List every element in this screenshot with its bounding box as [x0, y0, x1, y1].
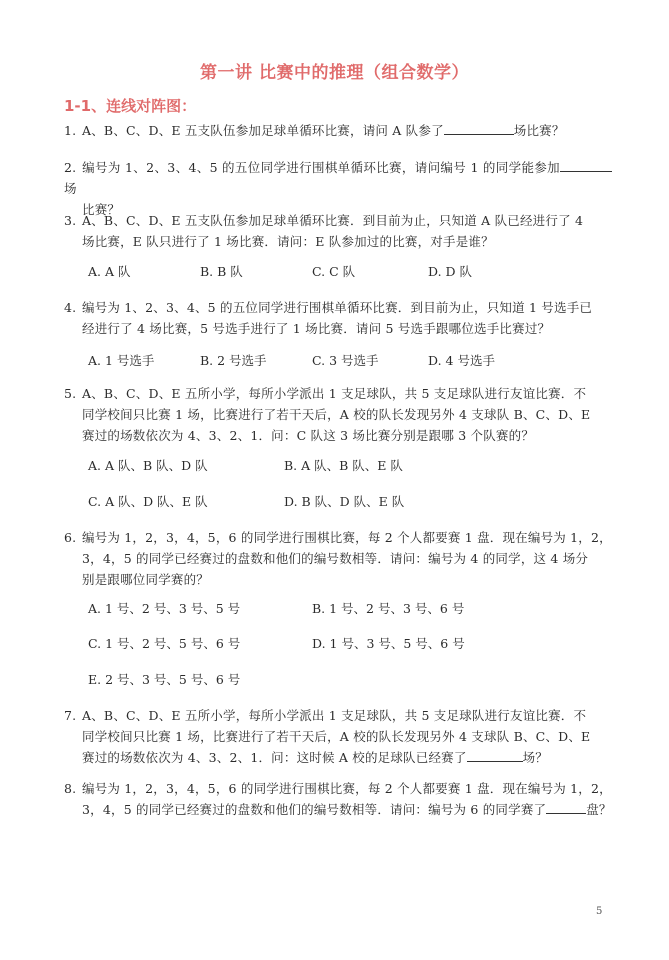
question-text: 同学校间只比赛 1 场，比赛进行了若干天后，A 校的队长发现另外 4 支球队 B、C、D、E — [82, 407, 591, 422]
answer-blank[interactable] — [467, 747, 523, 762]
question-text: 经进行了 4 场比赛，5 号选手进行了 1 场比赛．请问 5 号选手跟哪位选手比赛过？ — [82, 321, 551, 336]
question-text: A、B、C、D、E 五所小学，每所小学派出 1 支足球队，共 5 支足球队进行友谊比赛．不 — [82, 708, 587, 723]
question-number: 6. — [64, 530, 77, 545]
option-c[interactable]: C. 1 号、2 号、5 号、6 号 — [88, 636, 241, 651]
question-text: 编号为 1、2、3、4、5 的五位同学进行围棋单循环比赛．到目前为止，只知道 1 号选手已 — [82, 300, 593, 315]
question-number: 7. — [64, 708, 77, 723]
answer-blank[interactable] — [546, 799, 586, 814]
question-3 — [64, 210, 612, 252]
option-b[interactable]: B. 2 号选手 — [200, 353, 267, 368]
page-title: 第一讲 比赛中的推理（组合数学） — [200, 63, 469, 83]
option-c[interactable]: C. C 队 — [312, 264, 356, 279]
question-text: 编号为 1，2，3，4，5，6 的同学进行围棋比赛，每 2 个人都要赛 1 盘．现在编号为 1，2， — [82, 530, 612, 545]
option-d[interactable]: D. D 队 — [428, 264, 473, 279]
question-text: A、B、C、D、E 五所小学，每所小学派出 1 支足球队，共 5 支足球队进行友谊比赛．不 — [82, 386, 587, 401]
question-text: 别是跟哪位同学赛的？ — [82, 572, 210, 587]
question-number: 4. — [64, 300, 77, 315]
question-number: 5. — [64, 386, 77, 401]
question-text: 场 — [64, 181, 77, 196]
question-text: 场比赛？ — [513, 123, 565, 138]
question-text: A、B、C、D、E 五支队伍参加足球单循环比赛，请问 A 队参了 — [82, 123, 444, 138]
option-a[interactable]: A. 1 号、2 号、3 号、5 号 — [88, 601, 241, 616]
question-1 — [64, 120, 612, 141]
section-heading: 1-1、连线对阵图： — [64, 97, 197, 115]
question-number: 2. — [64, 160, 77, 175]
answer-blank[interactable] — [560, 157, 612, 172]
question-text: 场？ — [522, 750, 548, 765]
page-number: 5 — [596, 906, 603, 917]
option-d[interactable]: D. B 队、D 队、E 队 — [284, 494, 405, 509]
question-4 — [64, 297, 612, 339]
question-number: 1. — [64, 123, 77, 138]
option-a[interactable]: A. A 队 — [88, 264, 131, 279]
question-5 — [64, 383, 612, 446]
question-text: 编号为 1、2、3、4、5 的五位同学进行围棋单循环比赛，请问编号 1 的同学能参加 — [82, 160, 560, 175]
question-text: 编号为 1，2，3，4，5，6 的同学进行围棋比赛，每 2 个人都要赛 1 盘．现在编号为 1，2， — [82, 781, 612, 796]
option-a[interactable]: A. 1 号选手 — [88, 353, 155, 368]
option-a[interactable]: A. A 队、B 队、D 队 — [88, 458, 208, 473]
option-d[interactable]: D. 4 号选手 — [428, 353, 495, 368]
question-text: 同学校间只比赛 1 场，比赛进行了若干天后，A 校的队长发现另外 4 支球队 B、C、D、E — [82, 729, 591, 744]
question-number: 8. — [64, 781, 77, 796]
question-text: 3，4，5 的同学已经赛过的盘数和他们的编号数相等．请问：编号为 6 的同学赛了 — [82, 802, 547, 817]
question-text: 赛过的场数依次为 4、3、2、1．问：这时候 A 校的足球队已经赛了 — [82, 750, 467, 765]
question-number: 3. — [64, 213, 77, 228]
question-text: A、B、C、D、E 五支队伍参加足球单循环比赛．到目前为止，只知道 A 队已经进行了 4 — [82, 213, 584, 228]
question-8 — [64, 778, 612, 820]
question-6 — [64, 527, 612, 590]
question-7 — [64, 705, 612, 768]
question-text: 场比赛，E 队只进行了 1 场比赛．请问：E 队参加过的比赛，对手是谁？ — [82, 234, 494, 249]
option-c[interactable]: C. 3 号选手 — [312, 353, 379, 368]
option-d[interactable]: D. 1 号、3 号、5 号、6 号 — [312, 636, 465, 651]
answer-blank[interactable] — [444, 120, 514, 135]
option-b[interactable]: B. B 队 — [200, 264, 243, 279]
question-text: 盘？ — [586, 802, 612, 817]
question-text: 3，4，5 的同学已经赛过的盘数和他们的编号数相等．请问：编号为 4 的同学，这 4 场分 — [82, 551, 589, 566]
question-text: 赛过的场数依次为 4、3、2、1．问：C 队这 3 场比赛分别是跟哪 3 个队赛的？ — [82, 428, 535, 443]
option-b[interactable]: B. A 队、B 队、E 队 — [284, 458, 403, 473]
option-e[interactable]: E. 2 号、3 号、5 号、6 号 — [88, 672, 241, 687]
option-c[interactable]: C. A 队、D 队、E 队 — [88, 494, 208, 509]
option-b[interactable]: B. 1 号、2 号、3 号、6 号 — [312, 601, 465, 616]
question-text: 比赛？ — [82, 202, 121, 217]
